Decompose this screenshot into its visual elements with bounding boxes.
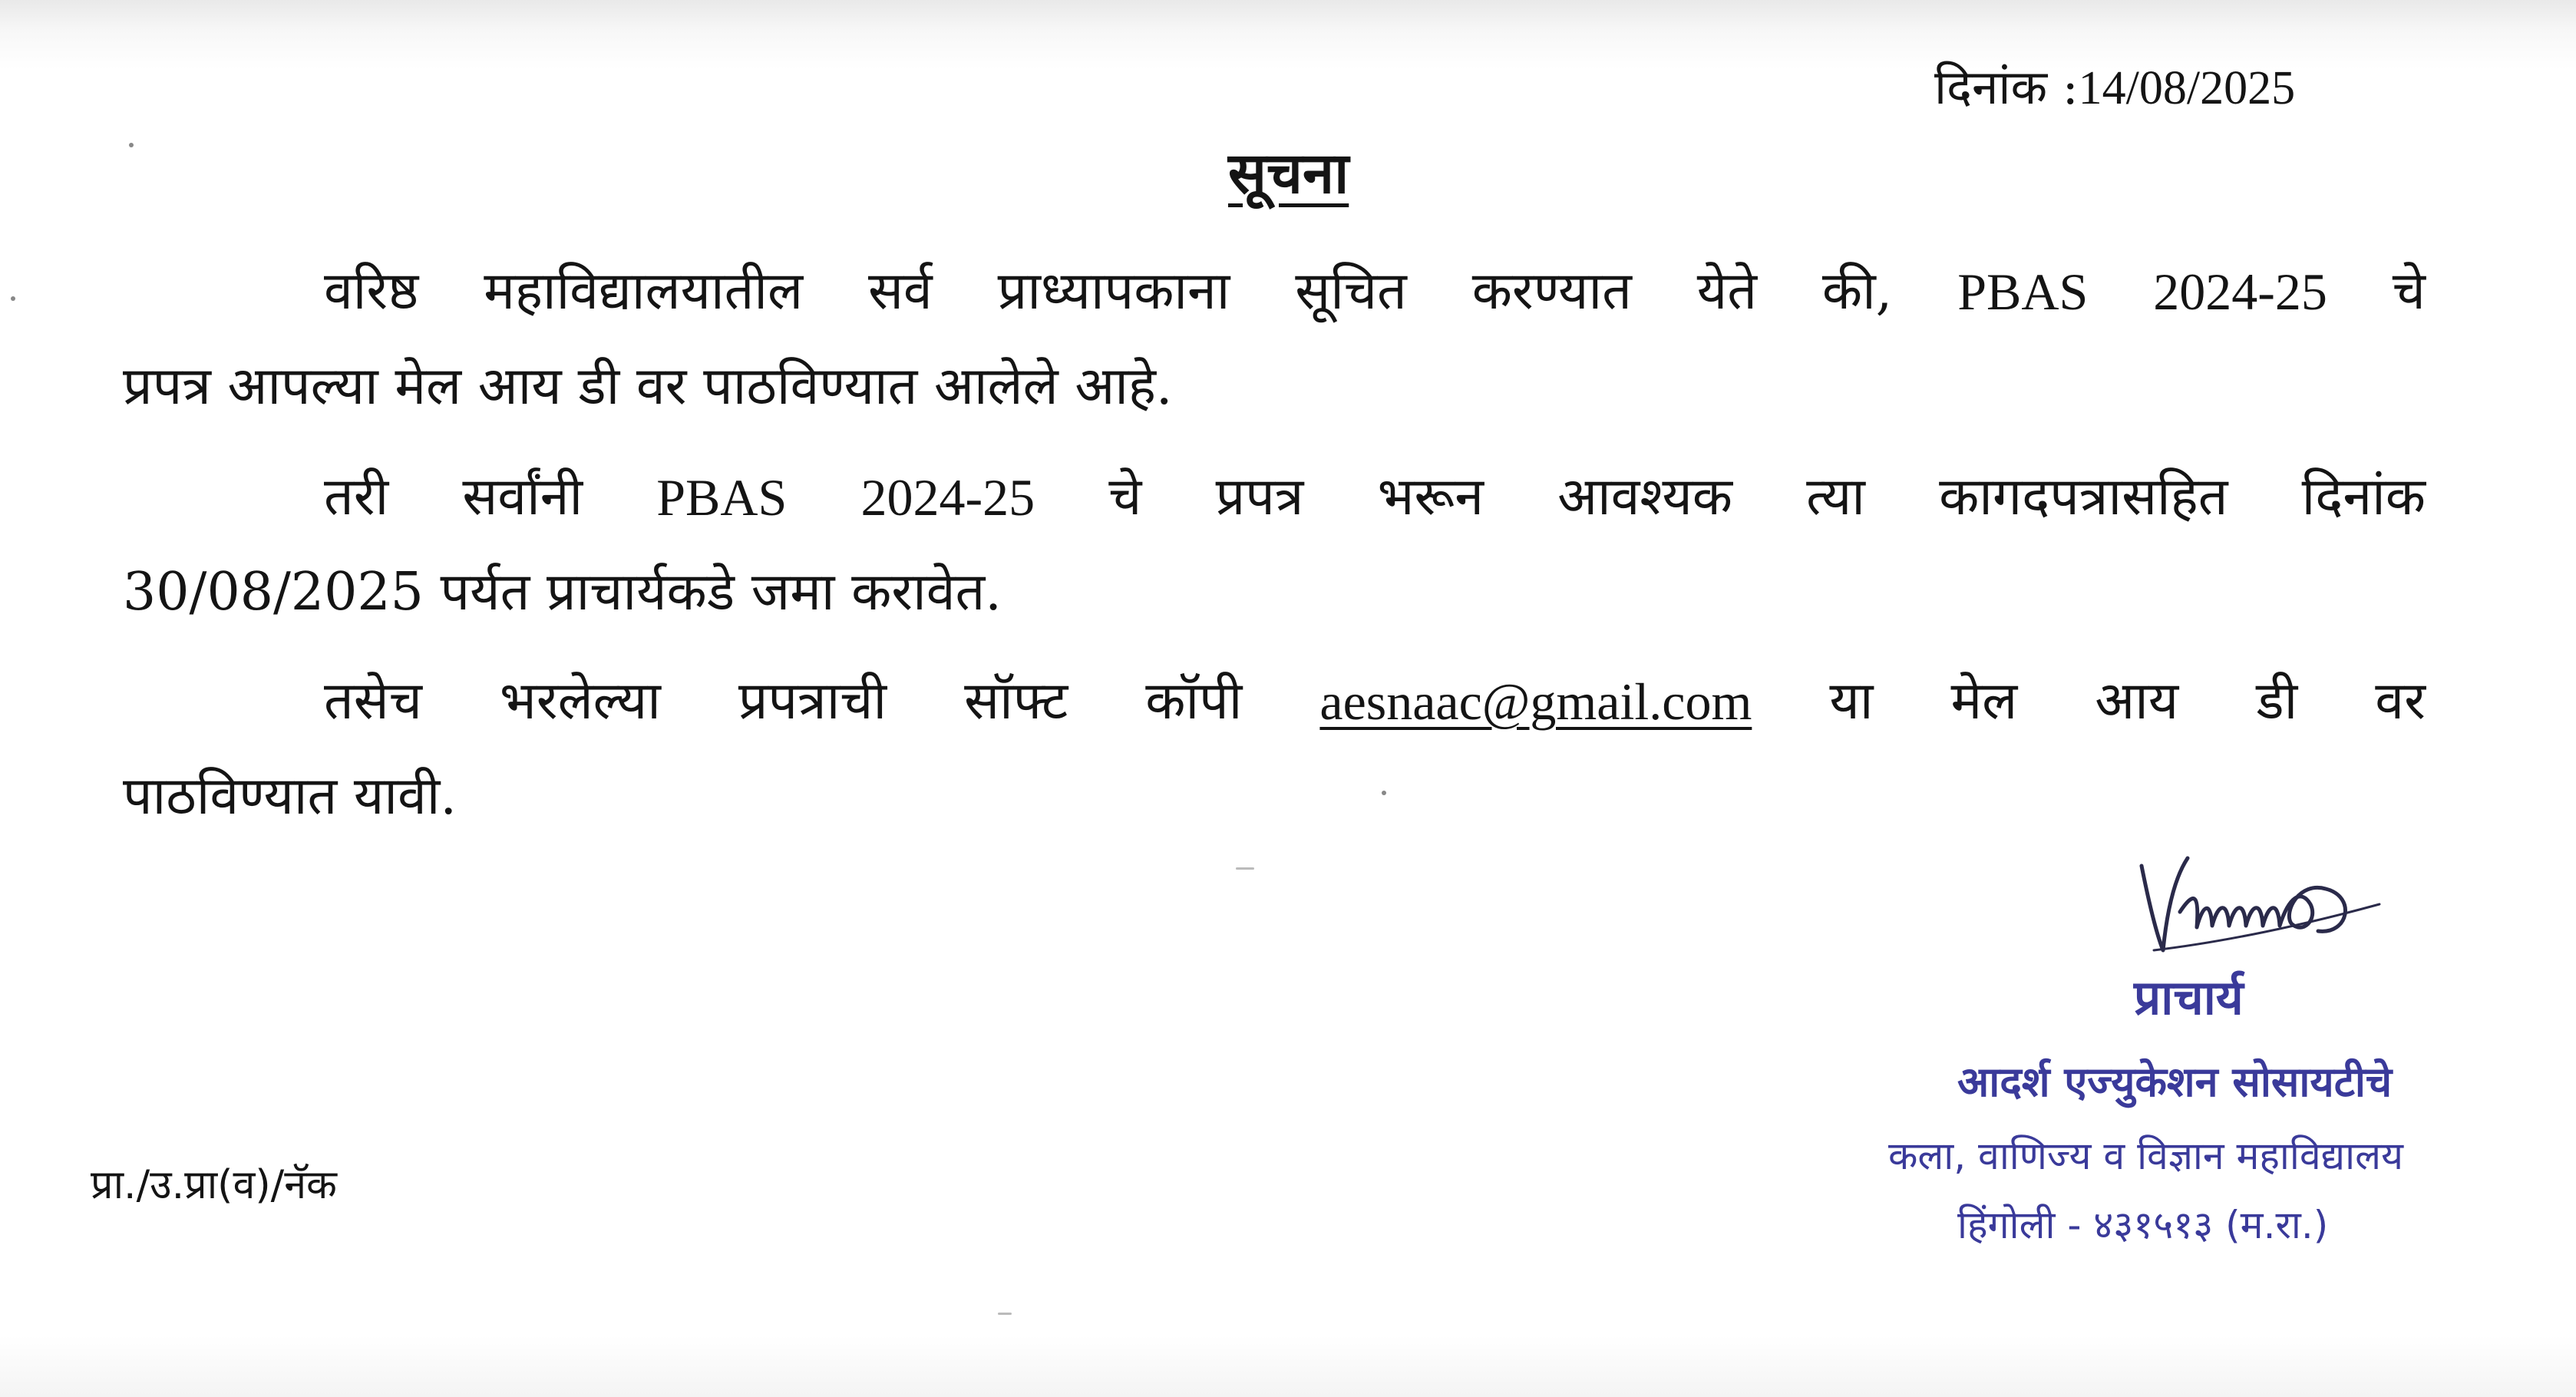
word: येते: [1696, 261, 1757, 322]
paragraph-3-line-2: पाठविण्यात यावी.: [123, 766, 457, 827]
reference-number: प्रा./उ.प्रा(व)/नॅक: [91, 1162, 337, 1208]
word: सर्व: [867, 261, 933, 322]
stamp-society: आदर्श एज्युकेशन सोसायटीचे: [1957, 1058, 2393, 1106]
paragraph-2: [123, 450, 2426, 640]
date-value: 14/08/2025: [2078, 62, 2296, 114]
word: भरलेल्या: [499, 671, 661, 732]
scan-speck: [1382, 791, 1386, 795]
paragraph-3-line-1: [123, 654, 2426, 749]
paragraph-2-line-2: 30/08/2025 पर्यत प्राचार्यकडे जमा करावेत.: [123, 562, 1002, 623]
word: मेल: [1950, 671, 2018, 732]
email-link[interactable]: aesnaac@gmail.com: [1319, 672, 1752, 731]
stamp-address: हिंगोली - ४३१५१३ (म.रा.): [1957, 1203, 2329, 1247]
word: भरून: [1377, 467, 1484, 527]
signature-image: [2126, 835, 2418, 966]
word: आवश्यक: [1557, 467, 1732, 527]
word: तसेच: [324, 671, 422, 732]
word: PBAS: [1957, 263, 2089, 321]
word: चे: [2392, 261, 2426, 322]
paragraph-1-line-2: प्रपत्र आपल्या मेल आय डी वर पाठविण्यात आलेले आहे.: [123, 356, 1173, 417]
scan-speck: [11, 296, 15, 301]
word: 2024-25: [2153, 263, 2327, 321]
paragraph-1: [123, 244, 2426, 434]
word: सर्वांनी: [462, 467, 583, 527]
paragraph-2-line-1: [123, 450, 2426, 545]
paragraph-1-line-1: [123, 244, 2426, 339]
word: त्या: [1806, 467, 1865, 527]
word: महाविद्यालयातील: [484, 261, 804, 322]
word: तरी: [324, 467, 389, 527]
date-line: [1934, 54, 2295, 118]
word: कॉपी: [1145, 671, 1243, 732]
paragraph-3: [123, 654, 2426, 844]
word: या: [1829, 671, 1874, 732]
notice-heading: सूचना: [1228, 140, 1349, 206]
word: प्रपत्राची: [738, 671, 887, 732]
stamp-college: कला, वाणिज्य व विज्ञान महाविद्यालय: [1888, 1134, 2403, 1178]
word: सॉफ्ट: [964, 671, 1068, 732]
word: दिनांक: [2301, 467, 2426, 527]
word: आय: [2095, 671, 2179, 732]
scan-speck: [998, 1313, 1012, 1315]
word: करण्यात: [1471, 261, 1632, 322]
word: सूचित: [1295, 261, 1407, 322]
date-label: दिनांक :: [1934, 59, 2079, 115]
scan-speck: [129, 143, 134, 147]
word: प्रपत्र: [1215, 467, 1304, 527]
word: डी: [2256, 671, 2298, 732]
word: की,: [1821, 261, 1893, 322]
word: वरिष्ठ: [324, 261, 419, 322]
word: PBAS: [656, 468, 788, 527]
scan-speck: [1236, 867, 1254, 870]
word: चे: [1108, 467, 1142, 527]
word: वर: [2375, 671, 2426, 732]
word: 2024-25: [860, 468, 1035, 527]
word: प्राध्यापकाना: [997, 261, 1230, 322]
stamp-title: प्राचार्य: [2134, 969, 2244, 1025]
word: कागदपत्रासहित: [1939, 467, 2228, 527]
